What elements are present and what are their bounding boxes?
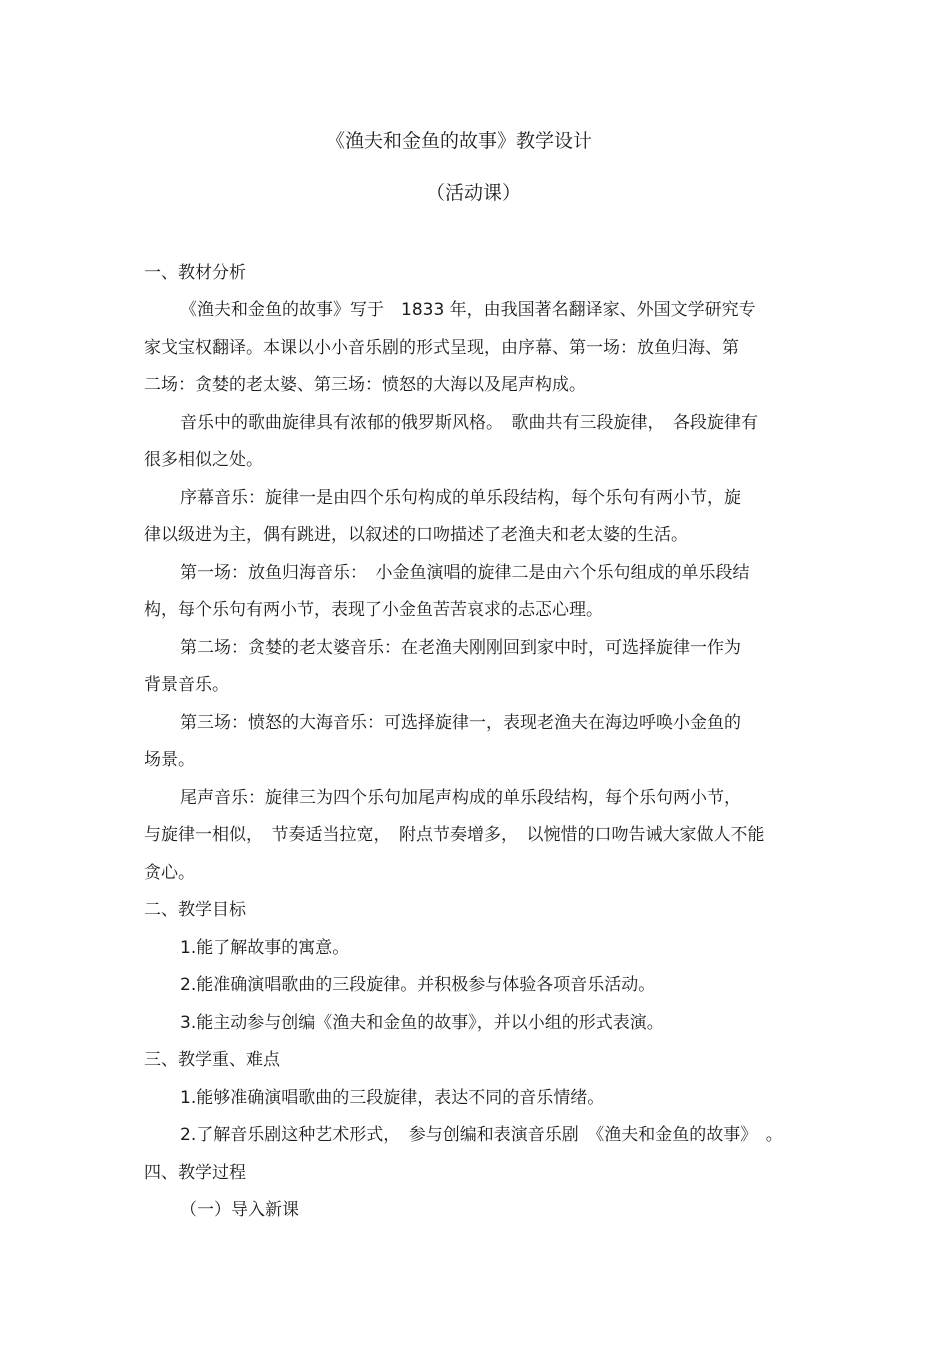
section-heading: 一、教材分析 [144, 263, 246, 283]
paragraph-line: 第三场：愤怒的大海音乐：可选择旋律一，表现老渔夫在海边呼唤小金鱼的 [180, 713, 741, 733]
section-heading: 三、教学重、难点 [144, 1050, 280, 1070]
paragraph-line: 尾声音乐：旋律三为四个乐句加尾声构成的单乐段结构，每个乐句两小节， [180, 788, 741, 808]
list-item: 1.能够准确演唱歌曲的三段旋律，表达不同的音乐情绪。 [180, 1088, 605, 1108]
subsection-heading: （一）导入新课 [180, 1200, 299, 1220]
paragraph-line: 贪心。 [144, 863, 195, 883]
paragraph-line: 二场：贪婪的老太婆、第三场：愤怒的大海以及尾声构成。 [144, 375, 586, 395]
paragraph-line: 场景。 [144, 750, 195, 770]
list-item: 1.能了解故事的寓意。 [180, 938, 350, 958]
list-item: 3.能主动参与创编《渔夫和金鱼的故事》，并以小组的形式表演。 [180, 1013, 664, 1033]
paragraph-line: 序幕音乐：旋律一是由四个乐句构成的单乐段结构，每个乐句有两小节，旋 [180, 488, 741, 508]
paragraph-line: 音乐中的歌曲旋律具有浓郁的俄罗斯风格。 歌曲共有三段旋律， 各段旋律有 [180, 413, 758, 433]
section-heading: 四、教学过程 [144, 1163, 246, 1183]
paragraph-line: 《渔夫和金鱼的故事》写于 1833 年，由我国著名翻译家、外国文学研究专 [180, 300, 756, 320]
paragraph-line: 第一场：放鱼归海音乐： 小金鱼演唱的旋律二是由六个乐句组成的单乐段结 [180, 563, 750, 583]
list-item: 2.能准确演唱歌曲的三段旋律。并积极参与体验各项音乐活动。 [180, 975, 656, 995]
paragraph-line: 背景音乐。 [144, 675, 229, 695]
document-title: 《渔夫和金鱼的故事》教学设计 [326, 130, 593, 152]
paragraph-line: 构，每个乐句有两小节，表现了小金鱼苦苦哀求的忐忑心理。 [144, 600, 603, 620]
list-item: 2.了解音乐剧这种艺术形式， 参与创编和表演音乐剧 《渔夫和金鱼的故事》 。 [180, 1125, 783, 1145]
paragraph-line: 与旋律一相似， 节奏适当拉宽， 附点节奏增多， 以惋惜的口吻告诫大家做人不能 [144, 825, 765, 845]
section-heading: 二、教学目标 [144, 900, 246, 920]
paragraph-line: 家戈宝权翻译。本课以小小音乐剧的形式呈现，由序幕、第一场：放鱼归海、第 [144, 338, 739, 358]
paragraph-line: 很多相似之处。 [144, 450, 263, 470]
paragraph-line: 第二场：贪婪的老太婆音乐：在老渔夫刚刚回到家中时，可选择旋律一作为 [180, 638, 741, 658]
document-subtitle: （活动课） [426, 182, 522, 204]
paragraph-line: 律以级进为主，偶有跳进，以叙述的口吻描述了老渔夫和老太婆的生活。 [144, 525, 688, 545]
